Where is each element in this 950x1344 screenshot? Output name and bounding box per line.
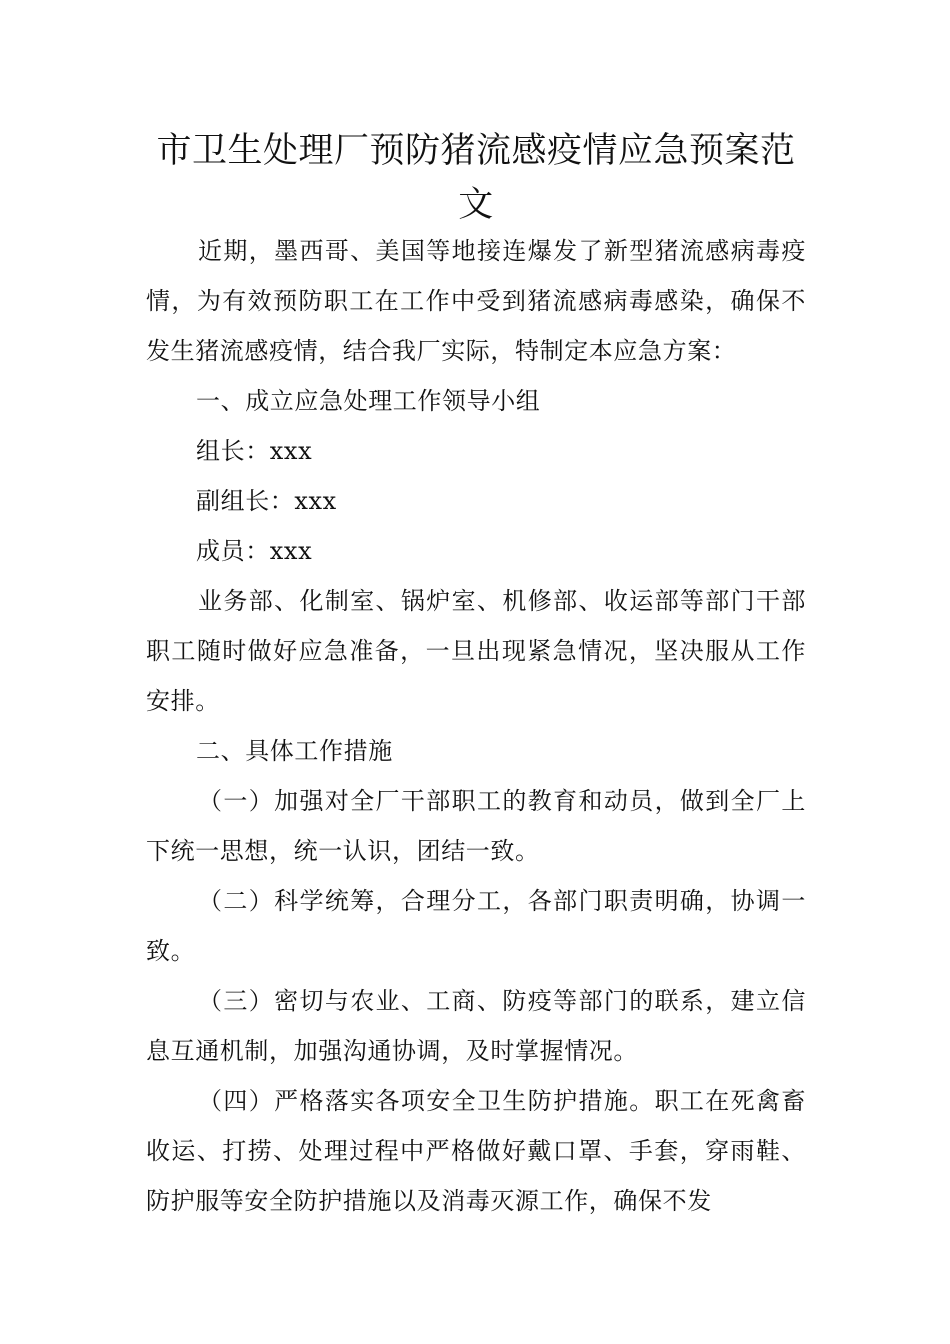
leader-line: 组长：xxx [196, 437, 313, 465]
document-body [146, 226, 806, 1226]
measure-2-paragraph: （二）科学统筹，合理分工，各部门职责明确，协调一致。 [146, 887, 806, 965]
section-heading-1: 一、成立应急处理工作领导小组 [196, 387, 541, 415]
measure-1-paragraph: （一）加强对全厂干部职工的教育和动员，做到全厂上下统一思想，统一认识，团结一致。 [146, 787, 806, 865]
intro-paragraph: 近期，墨西哥、美国等地接连爆发了新型猪流感病毒疫情，为有效预防职工在工作中受到猪流感病毒感染，确保不发生猪流感疫情，结合我厂实际，特制定本应急方案： [146, 237, 806, 365]
members-line: 成员：xxx [196, 537, 313, 565]
document-title: 市卫生处理厂预防猪流感疫情应急预案范文 [156, 131, 796, 225]
measure-3-paragraph: （三）密切与农业、工商、防疫等部门的联系，建立信息互通机制，加强沟通协调，及时掌握情况。 [146, 987, 806, 1065]
departments-paragraph: 业务部、化制室、锅炉室、机修部、收运部等部门干部职工随时做好应急准备，一旦出现紧急情况，坚决服从工作安排。 [146, 587, 806, 715]
measure-4-paragraph: （四）严格落实各项安全卫生防护措施。职工在死禽畜收运、打捞、处理过程中严格做好戴口罩、手套，穿雨鞋、防护服等安全防护措施以及消毒灭源工作，确保不发 [146, 1087, 806, 1215]
deputy-leader-line: 副组长：xxx [196, 487, 337, 515]
section-heading-2: 二、具体工作措施 [196, 737, 393, 765]
